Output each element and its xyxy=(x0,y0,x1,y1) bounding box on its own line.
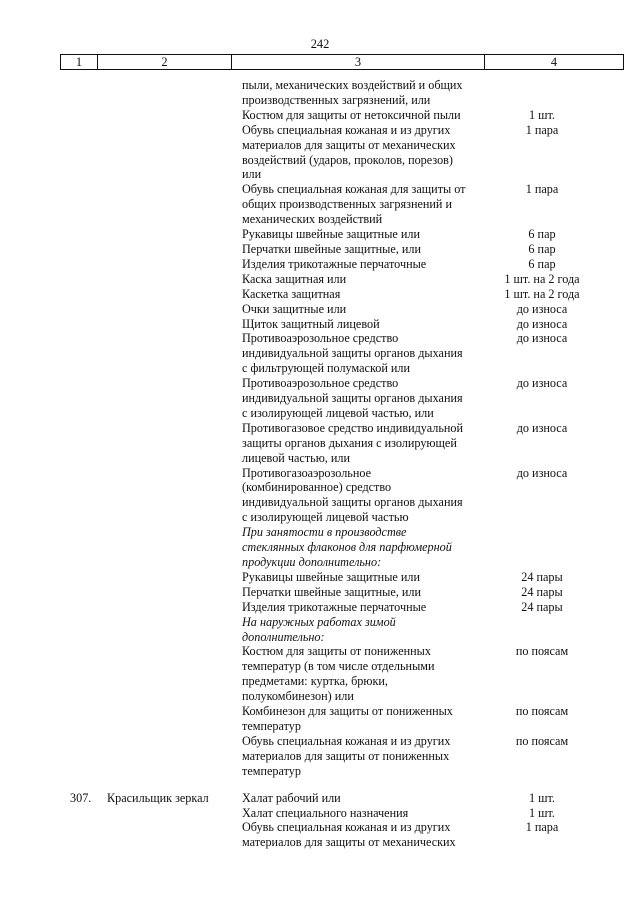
issue-norm: до износа xyxy=(516,301,568,316)
table-row xyxy=(0,287,640,302)
ppe-item: Щиток защитный лицевой xyxy=(242,316,380,331)
table-row xyxy=(0,272,640,287)
issue-norm: 1 шт. xyxy=(529,805,555,820)
issue-norm: по поясам xyxy=(515,704,569,719)
table-row xyxy=(0,182,640,227)
ppe-item: Костюм для защиты от нетоксичной пыли xyxy=(242,107,461,122)
ppe-item: Противогазоаэрозольное (комбинированное) средство индивидуальной защиты органов дыхания с изолирующей лицевой частью xyxy=(242,465,463,525)
header-col-4: 4 xyxy=(550,55,558,69)
ppe-item: Изделия трикотажные перчаточные xyxy=(242,256,427,271)
section-note: На наружных работах зимой дополнительно: xyxy=(242,614,396,644)
issue-norm: 6 пар xyxy=(528,241,556,256)
header-col-2: 2 xyxy=(98,55,232,69)
ppe-item: Костюм для защиты от пониженных температур (в том числе отдельными предметами: куртка, брюки, полукомбинезон) или xyxy=(242,644,435,704)
issue-norm: 24 пары xyxy=(521,599,563,614)
row-gap xyxy=(0,779,640,791)
header-col-1: 1 xyxy=(61,55,98,69)
ppe-item: Очки защитные или xyxy=(242,301,347,316)
table-row xyxy=(0,585,640,600)
profession-name: Красильщик зеркал xyxy=(107,790,209,805)
ppe-item: Рукавицы швейные защитные или xyxy=(242,569,420,584)
table-row xyxy=(0,820,640,850)
issue-norm: 1 шт. на 2 года xyxy=(504,271,580,286)
table-row xyxy=(0,466,640,526)
table-row xyxy=(0,806,640,821)
issue-norm: 1 пара xyxy=(525,122,559,137)
ppe-item: Халат рабочий или xyxy=(242,790,341,805)
ppe-item: Халат специального назначения xyxy=(242,805,409,820)
ppe-item: Каска защитная или xyxy=(242,271,347,286)
ppe-item: Обувь специальная кожаная и из других материалов для защиты от пониженных температур xyxy=(242,733,451,778)
table-row xyxy=(0,317,640,332)
issue-norm: 1 шт. xyxy=(529,790,555,805)
issue-norm: 1 шт. xyxy=(529,107,555,122)
ppe-item: Комбинезон для защиты от пониженных температур xyxy=(242,704,453,733)
issue-norm: 1 шт. на 2 года xyxy=(504,286,580,301)
table-row xyxy=(0,791,640,806)
table-row xyxy=(0,421,640,466)
table-row xyxy=(0,376,640,421)
ppe-item: Каскетка защитная xyxy=(242,286,341,301)
ppe-item: Противогазовое средство индивидуальной защиты органов дыхания с изолирующей лицевой частью, или xyxy=(242,420,464,465)
header-col-3: 3 xyxy=(232,55,485,69)
ppe-item: Перчатки швейные защитные, или xyxy=(242,241,422,256)
issue-norm: до износа xyxy=(516,316,568,331)
issue-norm: 1 пара xyxy=(525,820,559,835)
table-row xyxy=(0,78,640,108)
ppe-item: Обувь специальная кожаная и из других материалов для защиты от механических xyxy=(242,820,456,850)
table-row xyxy=(0,123,640,183)
table-row xyxy=(0,525,640,570)
ppe-item: Противоаэрозольное средство индивидуальной защиты органов дыхания с изолирующей лицевой частью, или xyxy=(242,376,463,420)
table-row xyxy=(0,644,640,704)
table-row xyxy=(0,227,640,242)
table-row xyxy=(0,734,640,779)
issue-norm: до износа xyxy=(516,376,568,391)
issue-norm: до износа xyxy=(516,420,568,435)
ppe-item: Перчатки швейные защитные, или xyxy=(242,584,422,599)
issue-norm: 1 пара xyxy=(525,182,559,197)
issue-norm: 24 пары xyxy=(521,584,563,599)
table-row xyxy=(0,615,640,645)
row-number: 307. xyxy=(70,790,92,805)
issue-norm: до износа xyxy=(516,465,568,480)
issue-norm: до износа xyxy=(516,331,568,346)
ppe-item: Обувь специальная кожаная для защиты от общих производственных загрязнений и механических воздействий xyxy=(242,182,466,227)
ppe-item: Противоаэрозольное средство индивидуальной защиты органов дыхания с фильтрующей полумаской или xyxy=(242,331,463,376)
ppe-item: Изделия трикотажные перчаточные xyxy=(242,599,427,614)
table-row xyxy=(0,302,640,317)
table-row xyxy=(0,331,640,376)
table-header xyxy=(60,54,624,70)
table-row xyxy=(0,108,640,123)
table-row xyxy=(0,600,640,615)
table-row xyxy=(0,704,640,734)
table-body xyxy=(0,78,640,850)
issue-norm: 24 пары xyxy=(521,569,563,584)
table-row xyxy=(0,570,640,585)
ppe-item: Обувь специальная кожаная и из других материалов для защиты от механических воздействий (ударов, проколов, порезов) или xyxy=(242,122,456,182)
issue-norm: 6 пар xyxy=(528,256,556,271)
issue-norm: по поясам xyxy=(515,644,569,659)
section-note: При занятости в производстве стеклянных флаконов для парфюмерной продукции дополнительно: xyxy=(242,525,452,569)
table-row xyxy=(0,242,640,257)
ppe-item: пыли, механических воздействий и общих производственных загрязнений, или xyxy=(242,78,463,107)
table-row xyxy=(0,257,640,272)
page-number: 242 xyxy=(310,37,330,51)
issue-norm: 6 пар xyxy=(528,227,556,242)
issue-norm: по поясам xyxy=(515,733,569,748)
ppe-item: Рукавицы швейные защитные или xyxy=(242,227,420,242)
